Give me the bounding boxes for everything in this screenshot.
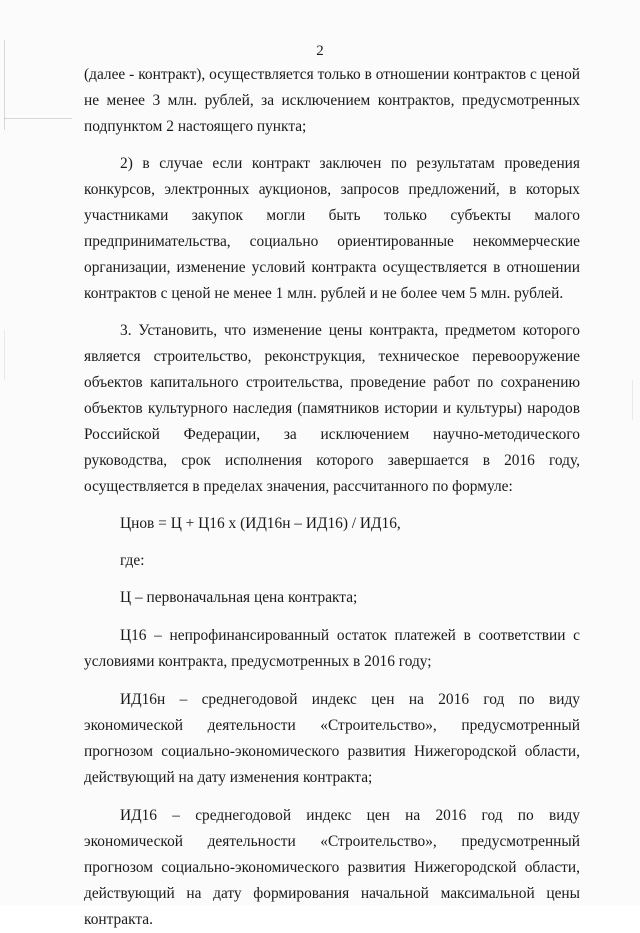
paragraph-small-business: 2) в случае если контракт заключен по результатам проведения конкурсов, электронных аукционов, запросов предложений, в которых участниками закупок могли быть только субъекты малого предпринимательства, социально ориентированные некоммерческие организации, изменение условий контракта осуществляется в отношении контрактов с ценой не менее 1 млн. рублей и не более чем 5 млн. рублей.	[84, 155, 580, 302]
scan-artifact	[4, 118, 72, 119]
paragraph-price-change: 3. Установить, что изменение цены контракта, предметом которого является строительство, реконструкция, техническое перевооружение объектов капитального строительства, проведение работ по сохранению объектов культурного наследия (памятников истории и культуры) народов Российской Федерации, за исключением научно-методического руководства, срок исполнения которого завершается в 2016 году, осуществляется в пределах значения, рассчитанного по формуле:	[84, 322, 580, 495]
definition-unfunded-balance: Ц16 – непрофинансированный остаток платежей в соответствии с условиями контракта, предусмотренных в 2016 году;	[84, 627, 580, 670]
definition-initial-price: Ц – первоначальная цена контракта;	[120, 589, 358, 606]
document-body	[84, 62, 580, 933]
page-number: 2	[316, 43, 324, 59]
definition-index-initial-date: ИД16 – среднегодовой индекс цен на 2016 год по виду экономической деятельности «Строительство», предусмотренный прогнозом социально-экономического развития Нижегородской области, действующий на дату формирования начальной максимальной цены контракта.	[84, 807, 580, 928]
scan-artifact	[4, 330, 5, 380]
scan-artifact	[4, 40, 5, 130]
definition-index-change-date: ИД16н – среднегодовой индекс цен на 2016 год по виду экономической деятельности «Строительство», предусмотренный прогнозом социально-экономического развития Нижегородской области, действующий на дату изменения контракта;	[84, 691, 580, 786]
paragraph-contract-threshold: (далее - контракт), осуществляется только в отношении контрактов с ценой не менее 3 млн. рублей, за исключением контрактов, предусмотренных подпунктом 2 настоящего пункта;	[84, 66, 580, 135]
where-label: где:	[120, 552, 145, 569]
scan-artifact	[632, 380, 633, 420]
price-formula: Цнов = Ц + Ц16 х (ИД16н – ИД16) / ИД16,	[120, 515, 401, 532]
